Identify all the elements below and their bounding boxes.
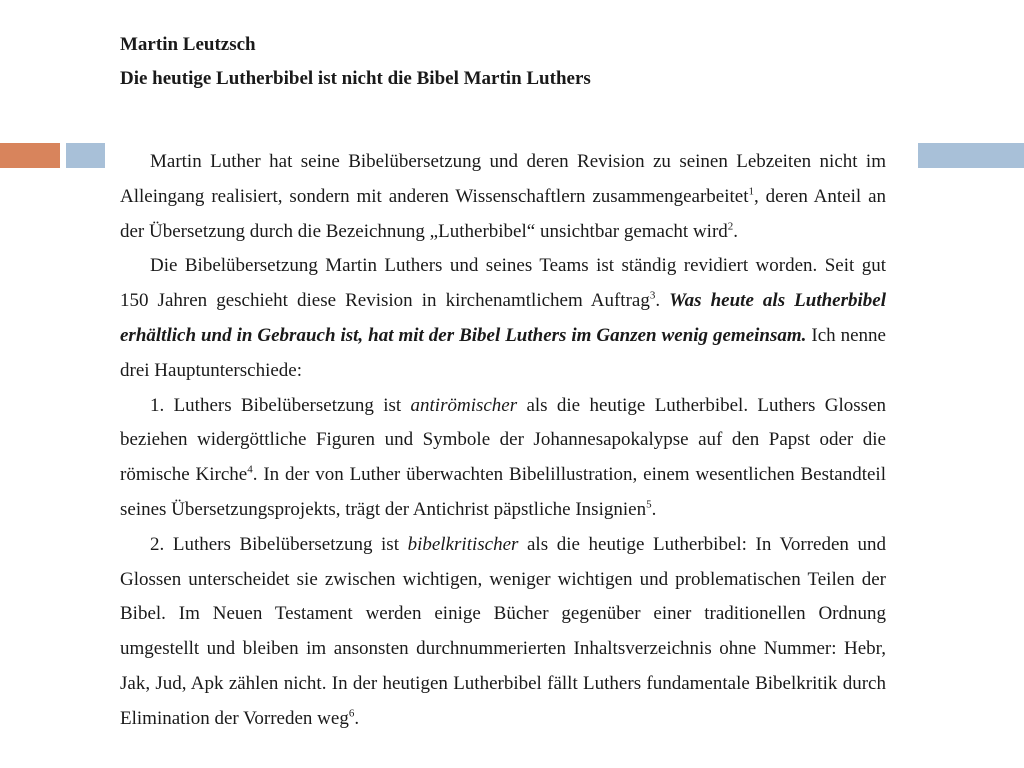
- italic-emphasis: antirömischer: [410, 394, 518, 416]
- author-name: Martin Leutzsch: [120, 34, 256, 55]
- document-title: Die heutige Lutherbibel ist nicht die Bibel Martin Luthers: [120, 68, 591, 89]
- footnote-ref: 5: [646, 498, 652, 511]
- text-segment: Ich nenne drei Hauptunterschiede:: [120, 324, 886, 381]
- document-body: [120, 145, 886, 737]
- text-segment: 2. Luthers Bibelübersetzung ist: [150, 533, 408, 555]
- text-segment: als die heutige Lutherbibel. Luthers Glossen beziehen widergöttliche Figuren und Symbole der Johannesapokalypse auf den Papst oder die römische Kirche: [120, 394, 886, 486]
- decor-bar-orange: [0, 143, 60, 168]
- text-segment: .: [354, 707, 360, 729]
- paragraph-1: [120, 145, 886, 249]
- text-segment: .: [655, 290, 670, 312]
- text-segment: . In der von Luther überwachten Bibelillustration, einem wesentlichen Bestandteil seines Übersetzungsprojekts, trägt der Antichrist päpstliche Insignien: [120, 464, 886, 520]
- text-segment: Martin Luther hat seine Bibelübersetzung und deren Revision zu seinen Lebzeiten nicht im Alleingang realisiert, sondern mit anderen Wissenschaftlern zusammengearbeitet: [120, 151, 886, 207]
- paragraph-2: [120, 249, 886, 388]
- text-segment: 1. Luthers Bibelübersetzung ist: [150, 394, 411, 416]
- text-segment: als die heutige Lutherbibel: In Vorreden und Glossen unterscheidet sie zwischen wichtigen, weniger wichtigen und problematischen Teilen der Bibel. Im Neuen Testament werden einige Bücher gegenüber einer traditionellen Ordnung umgestellt und bleiben im ansonsten durchnummerierten Inhaltsverzeichnis ohne Nummer: Hebr, Jak, Jud, Apk zählen nicht. In der heutigen Lutherbibel fällt Luthers fundamentale Bibelkritik durch Elimination der Vorreden weg: [120, 533, 886, 729]
- text-segment: .: [733, 220, 739, 242]
- paragraph-3: [120, 389, 886, 528]
- italic-emphasis: bibelkritischer: [407, 533, 519, 555]
- footnote-ref: 4: [247, 463, 253, 476]
- text-segment: , deren Anteil an der Übersetzung durch die Bezeichnung „Lutherbibel“ unsichtbar gemacht wird: [120, 185, 886, 242]
- footnote-ref: 3: [649, 289, 656, 302]
- footnote-ref: 2: [727, 220, 734, 233]
- bold-italic-emphasis: Was heute als Lutherbibel erhältlich und in Gebrauch ist, hat mit der Bibel Luthers im Ganzen wenig gemeinsam.: [120, 290, 887, 346]
- decor-bar-blue-right: [918, 143, 1024, 168]
- footnote-ref: 1: [748, 185, 754, 198]
- text-segment: Die Bibelübersetzung Martin Luthers und seines Teams ist ständig revidiert worden. Seit gut 150 Jahren geschieht diese Revision in kirchenamtlichem Auftrag: [120, 255, 886, 312]
- document-page: [120, 28, 886, 737]
- paragraph-4: [120, 528, 886, 737]
- text-segment: .: [651, 498, 657, 520]
- footnote-ref: 6: [348, 707, 355, 720]
- decor-bar-blue-left: [66, 143, 105, 168]
